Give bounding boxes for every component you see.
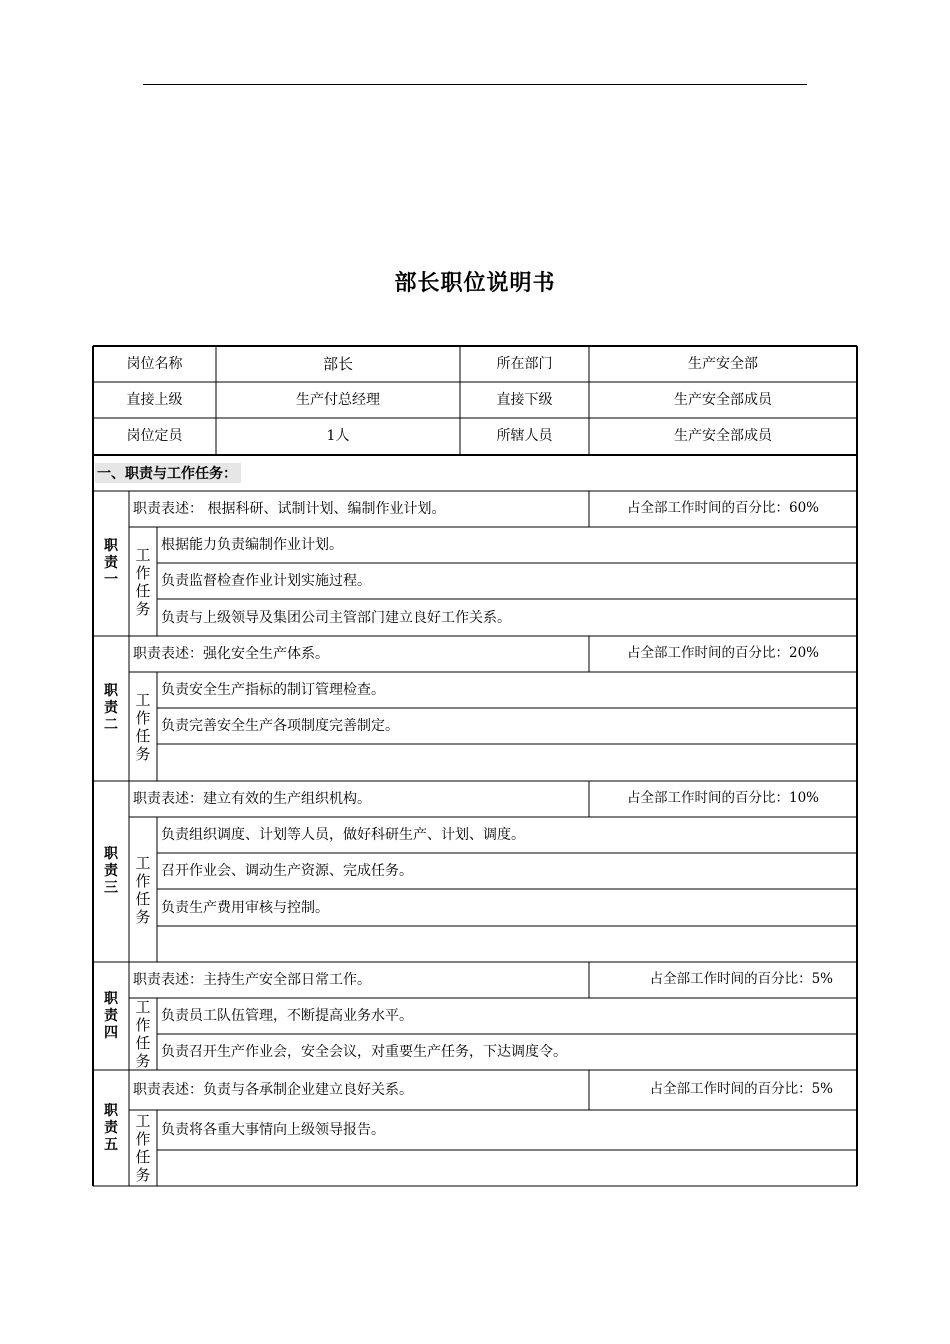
info-label-subordinate: 直接下级	[496, 392, 553, 408]
info-value-superior: 生产付总经理	[296, 392, 380, 408]
duty-statement: 职责表述：负责与各承制企业建立良好关系。	[133, 1082, 413, 1098]
task-item: 负责完善安全生产各项制度完善制定。	[161, 718, 399, 734]
document-title: 部长职位说明书	[394, 271, 556, 296]
info-value-headcount: 1人	[326, 428, 350, 444]
info-label-department: 所在部门	[496, 356, 553, 372]
info-value-department: 生产安全部	[688, 356, 758, 372]
task-item: 负责组织调度、计划等人员，做好科研生产、计划、调度。	[161, 827, 525, 843]
info-label-superior: 直接上级	[126, 392, 183, 408]
duty-statement: 职责表述：强化安全生产体系。	[133, 646, 329, 662]
duty-label-text: 职责三	[104, 846, 118, 896]
task-item: 根据能力负责编制作业计划。	[161, 537, 343, 553]
task-item: 负责生产费用审核与控制。	[161, 899, 329, 916]
info-label-staff: 所辖人员	[496, 428, 553, 444]
duty-label-text: 职责一	[104, 538, 118, 588]
duty-percentage: 占全部工作时间的百分比：5%	[649, 1081, 833, 1098]
task-item: 负责员工队伍管理，不断提高业务水平。	[161, 1008, 413, 1024]
task-item: 召开作业会、调动生产资源、完成任务。	[161, 863, 413, 879]
task-item: 负责与上级领导及集团公司主管部门建立良好工作关系。	[161, 609, 511, 626]
info-label-headcount: 岗位定员	[126, 428, 183, 444]
task-item: 负责召开生产作业会，安全会议，对重要生产任务，下达调度令。	[161, 1044, 567, 1060]
task-item: 负责监督检查作业计划实施过程。	[161, 573, 371, 589]
info-value-staff: 生产安全部成员	[674, 428, 772, 444]
duty-statement: 职责表述： 根据科研、试制计划、编制作业计划。	[133, 501, 446, 517]
task-label-text: 工作任务	[135, 690, 151, 763]
duty-percentage: 占全部工作时间的百分比：10%	[626, 790, 819, 807]
task-item: 负责安全生产指标的制订管理检查。	[161, 682, 385, 698]
duty-percentage: 占全部工作时间的百分比：60%	[626, 500, 819, 517]
task-item: 负责将各重大事情向上级领导报告。	[161, 1122, 385, 1138]
info-label-post-name: 岗位名称	[126, 356, 183, 372]
duty-label-text: 职责五	[104, 1102, 118, 1153]
task-label-text: 工作任务	[135, 998, 151, 1070]
duty-percentage: 占全部工作时间的百分比：5%	[649, 971, 833, 988]
section-title: 一、职责与工作任务：	[95, 463, 241, 483]
duty-statement: 职责表述：建立有效的生产组织机构。	[133, 791, 371, 807]
duty-percentage: 占全部工作时间的百分比：20%	[626, 645, 819, 662]
task-label-text: 工作任务	[135, 1112, 151, 1184]
task-label-text: 工作任务	[135, 545, 151, 618]
duty-label-text: 职责二	[104, 683, 118, 733]
info-value-subordinate: 生产安全部成员	[674, 392, 772, 408]
task-label-text: 工作任务	[135, 853, 151, 926]
duty-label-text: 职责四	[104, 990, 118, 1041]
info-value-post-name: 部长	[322, 354, 353, 373]
duty-statement: 职责表述：主持生产安全部日常工作。	[133, 972, 371, 988]
